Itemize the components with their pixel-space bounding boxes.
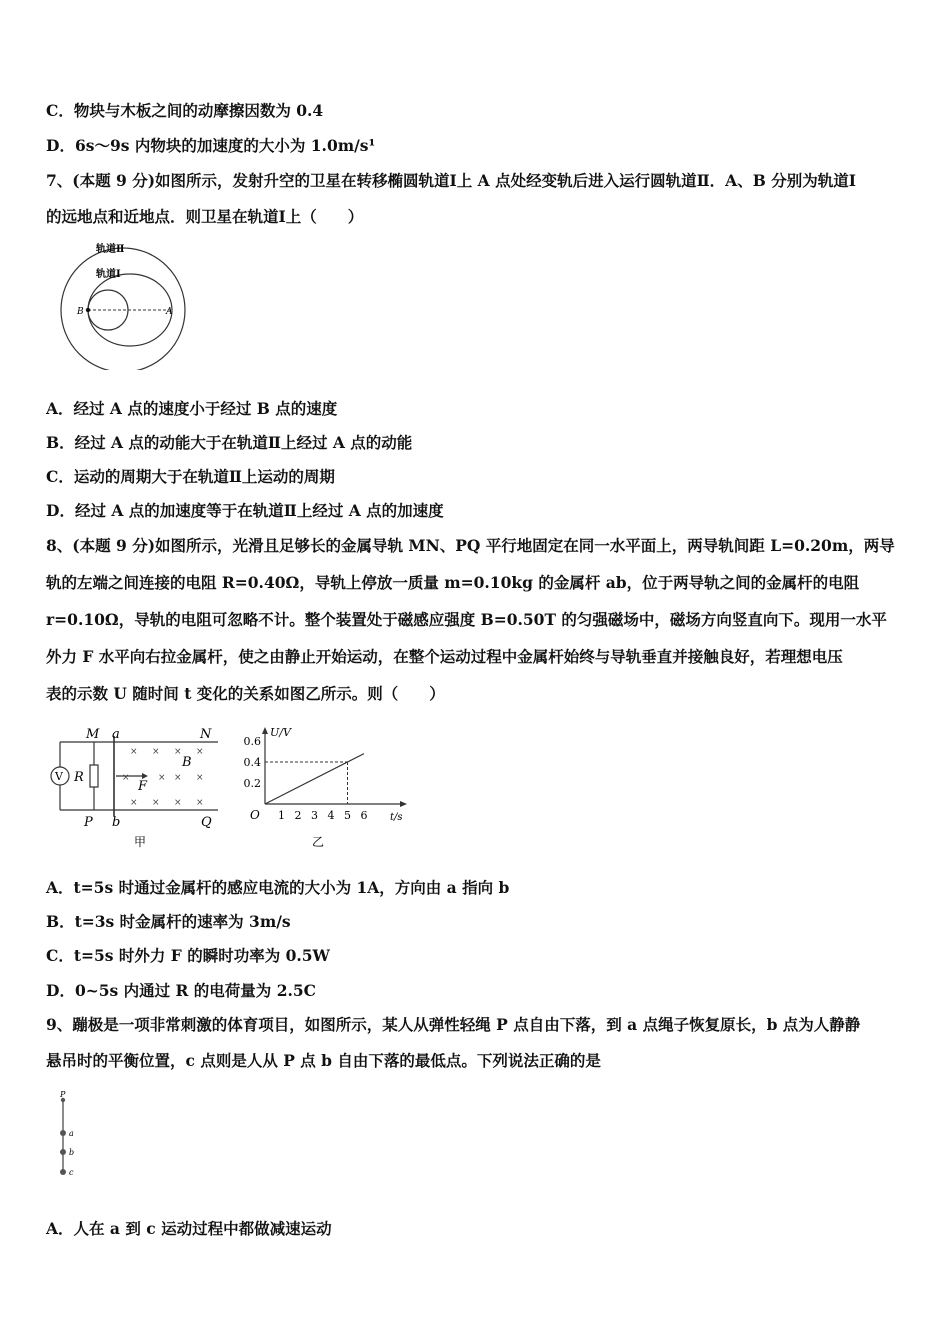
q9-option-a: A．人在 a 到 c 运动过程中都做减速运动 <box>46 1219 332 1238</box>
q8-ut-graph <box>240 722 415 852</box>
svg-text:×: × <box>196 747 204 757</box>
q7-option-c: C．运动的周期大于在轨道Ⅱ上运动的周期 <box>46 467 335 486</box>
q8-stem-line3: r=0.10Ω，导轨的电阻可忽略不计。整个装置处于磁感应强度 B=0.50T 的匀强磁场中，磁场方向竖直向下。现用一水平 <box>46 610 887 629</box>
series-line-u <box>265 754 364 804</box>
x-tick-label: 6 <box>360 809 368 822</box>
point-c-dot <box>60 1169 66 1175</box>
svg-text:×: × <box>152 798 160 808</box>
svg-text:×: × <box>122 773 130 783</box>
label-p: P <box>84 815 93 830</box>
q9-stem-line2: 悬吊时的平衡位置，c 点则是人从 P 点 b 自由下落的最低点。下列说法正确的是 <box>46 1051 601 1070</box>
svg-text:×: × <box>130 747 138 757</box>
orbit-i-label: 轨道Ⅰ <box>96 269 121 280</box>
label-a: a <box>69 1129 74 1138</box>
svg-text:×: × <box>152 747 160 757</box>
label-a: a <box>112 727 120 742</box>
q8-stem-line1: 8、(本题 9 分)如图所示，光滑且足够长的金属导轨 MN、PQ 平行地固定在同一水平面上，两导轨间距 L=0.20m，两导 <box>46 536 895 555</box>
q7-option-a: A．经过 A 点的速度小于经过 B 点的速度 <box>46 399 338 418</box>
x-tick-label: 2 <box>294 809 302 822</box>
svg-text:×: × <box>196 773 204 783</box>
point-b-label: B <box>77 307 84 317</box>
label-b: b <box>69 1148 75 1157</box>
q7-option-b: B．经过 A 点的动能大于在轨道Ⅱ上经过 A 点的动能 <box>46 433 413 452</box>
svg-text:×: × <box>174 747 182 757</box>
x-tick-label: 5 <box>344 809 351 822</box>
svg-text:×: × <box>158 773 166 783</box>
point-b-dot <box>60 1149 66 1155</box>
svg-text:×: × <box>174 773 182 783</box>
q8-stem-line5: 表的示数 U 随时间 t 变化的关系如图乙所示。则（ ） <box>46 684 445 703</box>
y-axis-arrowhead <box>262 727 268 734</box>
q8-circuit-figure <box>46 722 226 852</box>
q6-option-c: C．物块与木板之间的动摩擦因数为 0.4 <box>46 101 324 120</box>
y-tick-label: 0.2 <box>243 777 261 790</box>
q7-option-d: D．经过 A 点的加速度等于在轨道Ⅱ上经过 A 点的加速度 <box>46 501 444 520</box>
q9-stem-line1: 9、蹦极是一项非常刺激的体育项目，如图所示，某人从弹性轻绳 P 点自由下落，到 a 点绳子恢复原长，b 点为人静静 <box>46 1015 861 1034</box>
figure-yi-caption: 乙 <box>312 835 325 849</box>
y-tick-label: 0.4 <box>243 756 261 769</box>
label-c: c <box>69 1168 74 1177</box>
resistor-label: R <box>74 770 84 785</box>
x-tick-label: 4 <box>327 809 335 822</box>
point-b-dot <box>86 308 90 312</box>
voltmeter-label: V <box>55 770 63 783</box>
x-axis-label: t/s <box>390 812 403 823</box>
field-b-label: B <box>182 755 192 770</box>
origin-label: O <box>250 808 260 822</box>
label-b: b <box>112 815 121 830</box>
q7-orbit-figure <box>46 238 186 370</box>
y-tick-label: 0.6 <box>243 735 261 748</box>
y-axis-label: U/V <box>270 726 291 739</box>
x-tick-label: 1 <box>278 809 285 822</box>
label-p: P <box>60 1090 66 1099</box>
label-n: N <box>200 727 212 742</box>
q6-option-d: D．6s～9s 内物块的加速度的大小为 1.0m/s¹ <box>46 136 376 155</box>
svg-text:×: × <box>174 798 182 808</box>
q8-stem-line4: 外力 F 水平向右拉金属杆，使之由静止开始运动，在整个运动过程中金属杆始终与导轨垂直并接触良好，若理想电压 <box>46 647 843 666</box>
point-a-label: A <box>166 307 173 317</box>
label-q: Q <box>201 815 212 830</box>
q8-option-a: A．t=5s 时通过金属杆的感应电流的大小为 1A，方向由 a 指向 b <box>46 878 510 897</box>
point-a-dot <box>60 1130 66 1136</box>
q8-option-c: C．t=5s 时外力 F 的瞬时功率为 0.5W <box>46 946 330 965</box>
svg-text:×: × <box>130 798 138 808</box>
q7-stem-line2: 的远地点和近地点．则卫星在轨道Ⅰ上（ ） <box>46 207 364 226</box>
q8-option-b: B．t=3s 时金属杆的速率为 3m/s <box>46 912 291 931</box>
q8-option-d: D．0~5s 内通过 R 的电荷量为 2.5C <box>46 981 316 1000</box>
figure-jia-caption: 甲 <box>134 835 147 849</box>
orbit-ii-label: 轨道Ⅱ <box>96 244 125 255</box>
q7-stem-line1: 7、(本题 9 分)如图所示，发射升空的卫星在转移椭圆轨道Ⅰ上 A 点处经变轨后进入运行圆轨道Ⅱ．A、B 分别为轨道Ⅰ <box>46 171 856 190</box>
x-tick-label: 3 <box>311 809 318 822</box>
q9-bungee-figure <box>52 1090 92 1180</box>
resistor-box <box>90 765 98 787</box>
x-axis-arrowhead <box>400 801 407 807</box>
q8-stem-line2: 轨的左端之间连接的电阻 R=0.40Ω，导轨上停放一质量 m=0.10kg 的金属杆 ab，位于两导轨之间的金属杆的电阻 <box>46 573 860 592</box>
force-f-label: F <box>138 779 148 794</box>
label-m: M <box>86 727 100 742</box>
svg-text:×: × <box>196 798 204 808</box>
